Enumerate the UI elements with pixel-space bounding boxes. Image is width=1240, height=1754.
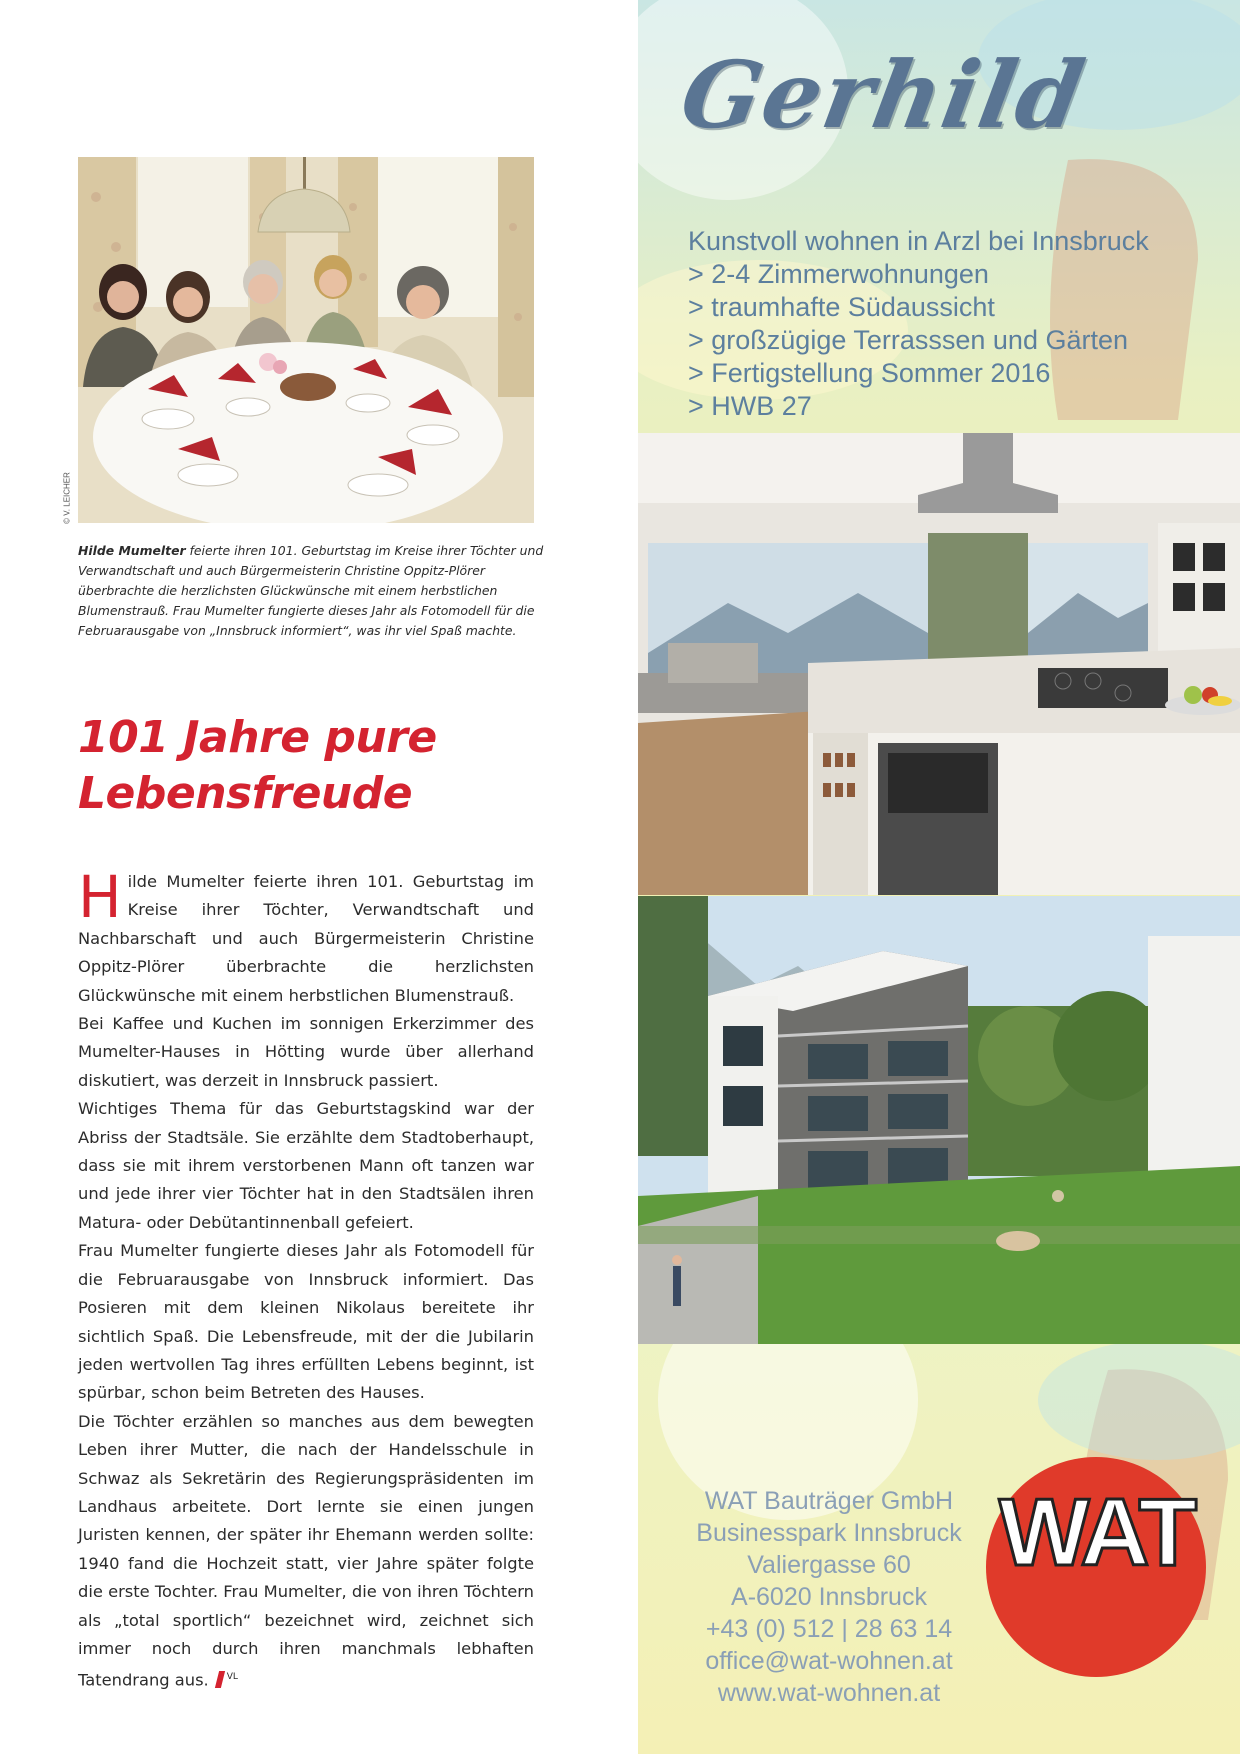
real-estate-ad <box>638 0 1240 1754</box>
email-link[interactable]: office@wat-wohnen.at <box>705 1647 953 1675</box>
feature-item: > Fertigstellung Sommer 2016 <box>688 358 1051 388</box>
drop-cap: H <box>78 863 122 931</box>
photo-caption <box>78 541 548 641</box>
phone-number: +43 (0) 512 | 28 63 14 <box>705 1615 953 1643</box>
author-initials: VL <box>226 1672 238 1683</box>
feature-list <box>688 225 1228 423</box>
article-paragraph: Bei Kaffee und Kuchen im sonnigen Erkerzimmer des Mumelter-Hauses in Hötting wurde über allerhand diskutiert, was derzeit in Innsbruck passiert. <box>78 1014 534 1090</box>
wat-logo-text: WAT <box>998 1479 1194 1586</box>
caption-name: Hilde Mumelter <box>78 543 186 558</box>
building-rendering <box>638 896 1240 1344</box>
project-logo: Gerhild <box>673 41 1094 149</box>
address-line: Businesspark Innsbruck <box>696 1519 962 1547</box>
feature-item: > großzügige Terrasssen und Gärten <box>688 325 1129 355</box>
contact-block <box>664 1485 994 1709</box>
company-name: WAT Bauträger GmbH <box>704 1487 954 1515</box>
feature-item: > 2-4 Zimmerwohnungen <box>688 259 989 289</box>
wat-logo <box>984 1455 1208 1679</box>
kitchen-rendering <box>638 433 1240 895</box>
feature-item: > HWB 27 <box>688 391 812 421</box>
article-paragraph: Hilde Mumelter feierte ihren 101. Geburtstag im Kreise ihrer Töchter, Verwandtschaft und Nachbarschaft und auch Bürgermeisterin Christine Oppitz-Plörer überbrachte die herzlichsten Glückwünsche mit einem herbstlichen Blumenstrauß. <box>78 863 534 1005</box>
article-body <box>78 863 534 1695</box>
birthday-photo <box>78 157 534 523</box>
article-paragraph: Wichtiges Thema für das Geburtstagskind war der Abriss der Stadtsäle. Sie erzählte dem Stadtoberhaupt, dass sie mit ihrem verstorbenen Mann oft tanzen war und jede ihrer vier Töchter hat in den Stadtsälen ihren Matura- oder Debütantinnenball gefeiert. <box>78 1099 534 1232</box>
article-headline: 101 Jahre pure Lebensfreude <box>78 712 437 819</box>
article-paragraph: Frau Mumelter fungierte dieses Jahr als Fotomodell für die Februarausgabe von Innsbruck informiert. Das Posieren mit dem kleinen Nikolaus bereitete ihr sichtlich Spaß. Die Lebensfreude, mit der die Jubilarin jeden wertvollen Tag ihres erfüllten Lebens beginnt, ist spürbar, schon beim Betreten des Hauses. <box>78 1241 534 1403</box>
feature-item: Kunstvoll wohnen in Arzl bei Innsbruck <box>688 226 1149 256</box>
website-link[interactable]: www.wat-wohnen.at <box>717 1679 941 1707</box>
article-paragraph: Die Töchter erzählen so manches aus dem bewegten Leben ihrer Mutter, die nach der Handelsschule in Schwaz als Sekretärin des Regierungspräsidenten im Landhaus arbeitete. Dort lernte sie einen jungen Juristen kennen, der später ihr Ehemann werden sollte: 1940 fand die Hochzeit statt, vier Jahre später folgte die erste Tochter. Frau Mumelter, die von ihren Töchtern als „total sportlich“ bezeichnet wird, zeichnet sich immer noch durch ihren manchmals lebhaften Tatendrang aus. $^{VL}$ <box>78 1411 534 1690</box>
feature-item: > traumhafte Südaussicht <box>688 292 995 322</box>
end-mark-icon <box>215 1671 225 1688</box>
photo-credit: © V. LEICHER <box>62 472 72 524</box>
address-line: A-6020 Innsbruck <box>731 1583 927 1611</box>
caption-text: feierte ihren 101. Geburtstag im Kreise ihrer Töchter und Verwandtschaft und auch Bürgermeisterin Christine Oppitz-Plörer überbrachte die herzlichsten Glückwünsche mit einem herbstlichen Blumenstrauß. Frau Mumelter fungierte dieses Jahr als Fotomodell für die Februarausgabe von „Innsbruck informiert“, was ihr viel Spaß machte. <box>78 543 544 638</box>
address-line: Valiergasse 60 <box>747 1551 911 1579</box>
